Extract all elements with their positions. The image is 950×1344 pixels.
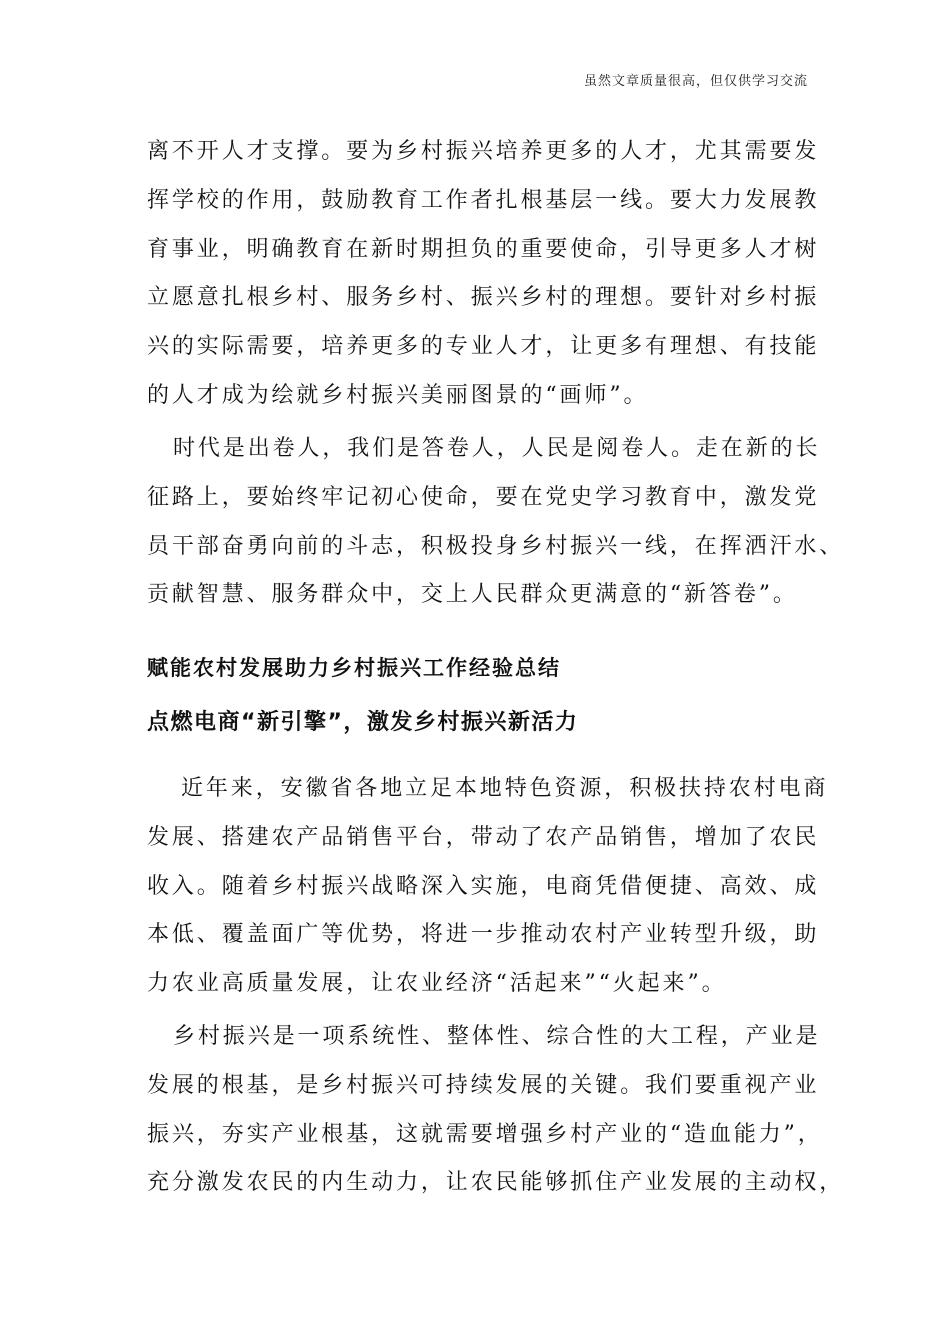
paragraph-line: 育事业，明确教育在新时期担负的重要使命，引导更多人才树	[147, 236, 820, 262]
paragraph-line: 贡献智慧、服务群众中，交上人民群众更满意的“新答卷”。	[147, 582, 798, 608]
paragraph-industry-revitalization	[147, 1013, 845, 1208]
paragraph-talent-support	[147, 128, 820, 421]
paragraph-line: 的人才成为绘就乡村振兴美丽图景的“画师”。	[147, 382, 649, 408]
section-title: 赋能农村发展助力乡村振兴工作经验总结	[147, 656, 561, 680]
paragraph-line: 挥学校的作用，鼓励教育工作者扎根基层一线。要大力发展教	[147, 187, 820, 213]
paragraph-line: 乡村振兴是一项系统性、整体性、综合性的大工程，产业是	[173, 1024, 821, 1049]
paragraph-line: 本低、覆盖面广等优势，将进一步推动农村产业转型升级，助	[147, 922, 820, 948]
paragraph-ecommerce	[147, 765, 829, 1009]
section-subtitle: 点燃电商“新引擎”，激发乡村振兴新活力	[147, 710, 579, 735]
paragraph-line: 征路上，要始终牢记初心使命，要在党史学习教育中，激发党	[147, 484, 820, 510]
paragraph-new-answer	[147, 425, 845, 620]
paragraph-line: 兴的实际需要，培养更多的专业人才，让更多有理想、有技能	[147, 334, 820, 360]
paragraph-line: 立愿意扎根乡村、服务乡村、振兴乡村的理想。要针对乡村振	[147, 285, 820, 311]
paragraph-line: 振兴，夯实产业根基，这就需要增强乡村产业的“造血能力”，	[147, 1121, 823, 1147]
paragraph-line: 发展的根基，是乡村振兴可持续发展的关键。我们要重视产业	[147, 1072, 820, 1098]
header-disclaimer: 虽然文章质量很高，但仅供学习交流	[583, 74, 808, 89]
paragraph-line: 离不开人才支撑。要为乡村振兴培养更多的人才，尤其需要发	[147, 139, 820, 164]
paragraph-line: 时代是出卷人，我们是答卷人，人民是阅卷人。走在新的长	[173, 436, 821, 461]
paragraph-line: 充分激发农民的内生动力，让农民能够抓住产业发展的主动权，	[147, 1170, 845, 1196]
paragraph-line: 近年来，安徽省各地立足本地特色资源，积极扶持农村电商	[181, 776, 829, 801]
paragraph-line: 发展、搭建农产品销售平台，带动了农产品销售，增加了农民	[147, 824, 820, 850]
paragraph-line: 收入。随着乡村振兴战略深入实施，电商凭借便捷、高效、成	[147, 873, 820, 899]
paragraph-line: 力农业高质量发展，让农业经济“活起来”“火起来”。	[147, 971, 727, 997]
paragraph-line: 员干部奋勇向前的斗志，积极投身乡村振兴一线，在挥洒汗水、	[147, 533, 845, 559]
